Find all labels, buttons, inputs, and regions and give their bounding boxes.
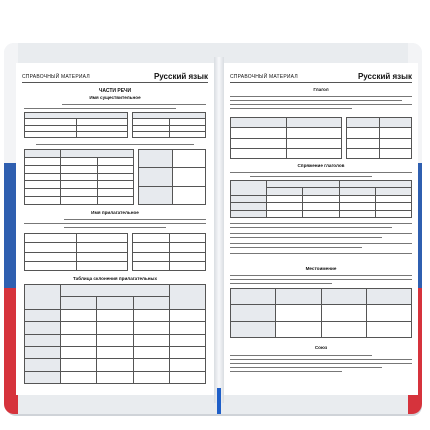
conjugation-table — [230, 180, 412, 218]
adjective-definition — [24, 217, 206, 229]
right-page-header — [230, 69, 412, 83]
union-title: Союз — [314, 345, 328, 350]
right-header-title: Русский язык — [357, 72, 412, 81]
declension-note — [36, 144, 194, 145]
verb-definition — [230, 94, 412, 114]
book-spine — [214, 57, 224, 403]
adjective-declension-title: Таблица склонения прилагательных — [72, 276, 158, 281]
noun-table-2 — [132, 112, 206, 138]
adjective-title: Имя прилагательное — [91, 210, 139, 215]
declension-types-table — [138, 149, 206, 205]
verb-number-table — [346, 117, 412, 159]
pronoun-person-table — [230, 288, 412, 338]
right-header-label: СПРАВОЧНЫЙ МАТЕРИАЛ — [230, 74, 298, 80]
noun-table-1 — [24, 112, 128, 138]
conjugation-title: Спряжение глаголов — [297, 163, 345, 168]
noun-definition — [24, 102, 206, 109]
planner-book — [4, 43, 422, 414]
verb-mood-table — [230, 117, 342, 159]
right-page — [224, 63, 418, 395]
pronoun-definition — [230, 273, 412, 285]
left-page-header — [22, 69, 208, 83]
case-table — [24, 149, 134, 205]
left-header-label: СПРАВОЧНЫЙ МАТЕРИАЛ — [22, 74, 90, 80]
conjugation-rules — [230, 221, 412, 259]
left-page — [16, 63, 214, 395]
left-header-title: Русский язык — [153, 72, 208, 81]
union-definition — [230, 353, 412, 377]
adjective-form-table — [132, 233, 206, 271]
verb-title: Глагол — [313, 87, 329, 92]
adjective-gender-table — [24, 233, 128, 271]
pronoun-title: Местоимение — [305, 266, 337, 271]
conjugation-note — [230, 170, 412, 178]
bookmark-ribbon — [217, 388, 221, 414]
noun-title: Имя существительное — [89, 95, 141, 100]
parts-of-speech-title: ЧАСТИ РЕЧИ — [98, 88, 132, 94]
adjective-declension-table — [24, 284, 206, 384]
